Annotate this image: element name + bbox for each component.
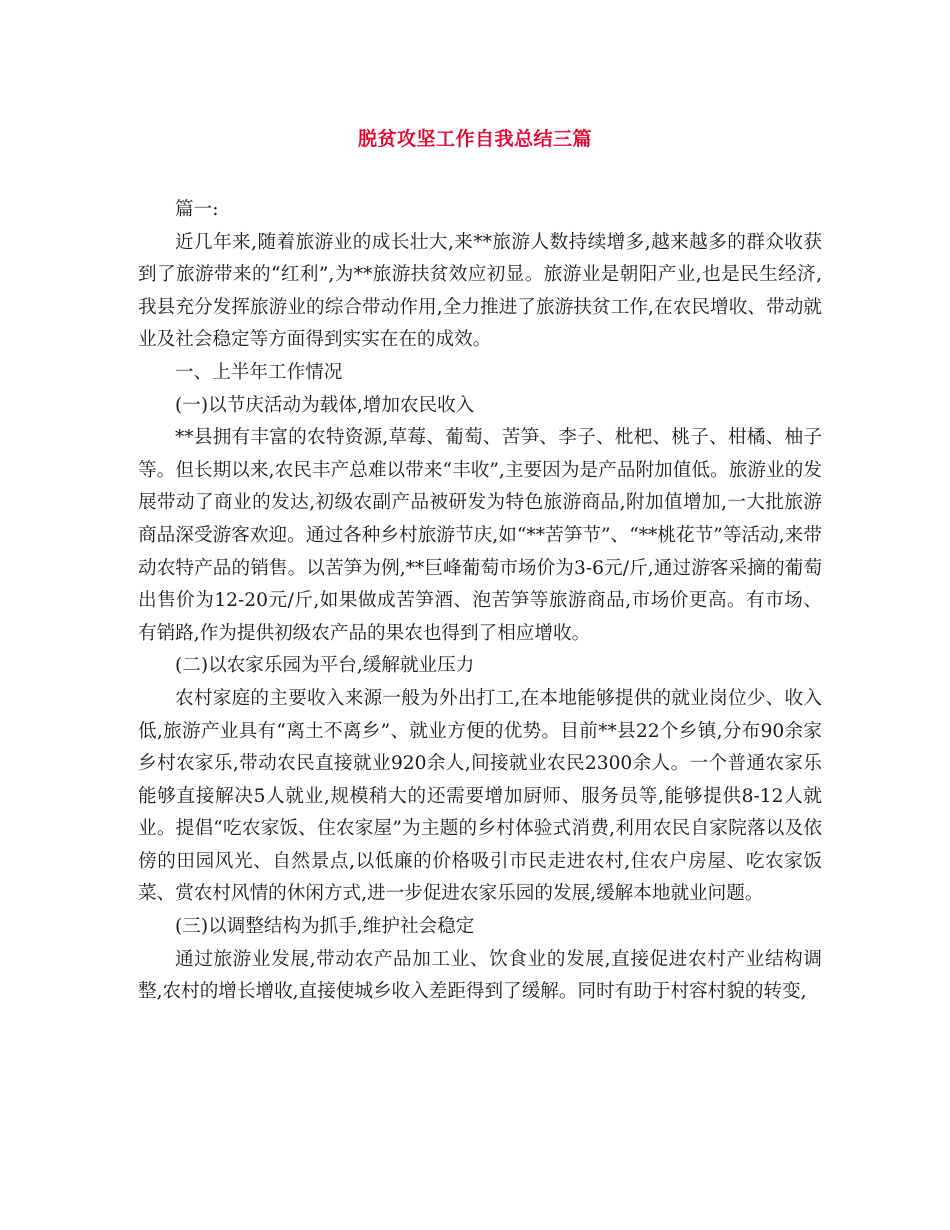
section-heading: 一、上半年工作情况 — [175, 361, 343, 383]
document-title: 脱贫攻坚工作自我总结三篇 — [357, 128, 592, 150]
body-paragraph: 农村家庭的主要收入来源一般为外出打工,在本地能够提供的就业岗位少、收入低,旅游产业具有“离土不离乡”、就业方便的优势。目前**县22个乡镇,分布90余家乡村农家乐,带动农民直接就业920余人,间接就业农民2300余人。一个普通农家乐能够直接解决5人就业,规模稍大的还需要增加厨师、服务员等,能够提供8-12人就业。提倡“吃农家饭、住农家屋”为主题的乡村体验式消费,利用农民自家院落以及依傍的田园风光、自然景点,以低廉的价格吸引市民走进农村,住农户房屋、吃农家饭菜、赏农村风情的休闲方式,进一步促进农家乐园的发展,缓解本地就业问题。 — [138, 687, 822, 905]
subsection-heading: (一)以节庆活动为载体,增加农民收入 — [175, 394, 475, 416]
body-paragraph: 近几年来,随着旅游业的成长壮大,来**旅游人数持续增多,越来越多的群众收获到了旅游带来的“红利”,为**旅游扶贫效应初显。旅游业是朝阳产业,也是民生经济,我县充分发挥旅游业的综合带动作用,全力推进了旅游扶贫工作,在农民增收、带动就业及社会稳定等方面得到实实在在的成效。 — [138, 231, 822, 351]
subsection-heading: (三)以调整结构为抓手,维护社会稳定 — [175, 916, 475, 938]
section-heading: 篇一: — [175, 199, 219, 220]
subsection-heading: (二)以农家乐园为平台,缓解就业压力 — [175, 655, 475, 677]
body-paragraph: **县拥有丰富的农特资源,草莓、葡萄、苦笋、李子、枇杷、桃子、柑橘、柚子等。但长期以来,农民丰产总难以带来“丰收”,主要因为是产品附加值低。旅游业的发展带动了商业的发达,初级农副产品被研发为特色旅游商品,附加值增加,一大批旅游商品深受游客欢迎。通过各种乡村旅游节庆,如“**苦笋节”、“**桃花节”等活动,来带动农特产品的销售。以苦笋为例,**巨峰葡萄市场价为3-6元/斤,通过游客采摘的葡萄出售价为12-20元/斤,如果做成苦笋酒、泡苦笋等旅游商品,市场价更高。有市场、有销路,作为提供初级农产品的果农也得到了相应增收。 — [138, 427, 822, 644]
body-paragraph: 通过旅游业发展,带动农产品加工业、饮食业的发展,直接促进农村产业结构调整,农村的增长增收,直接使城乡收入差距得到了缓解。同时有助于村容村貌的转变, — [138, 948, 822, 1003]
document-body — [138, 194, 822, 1009]
